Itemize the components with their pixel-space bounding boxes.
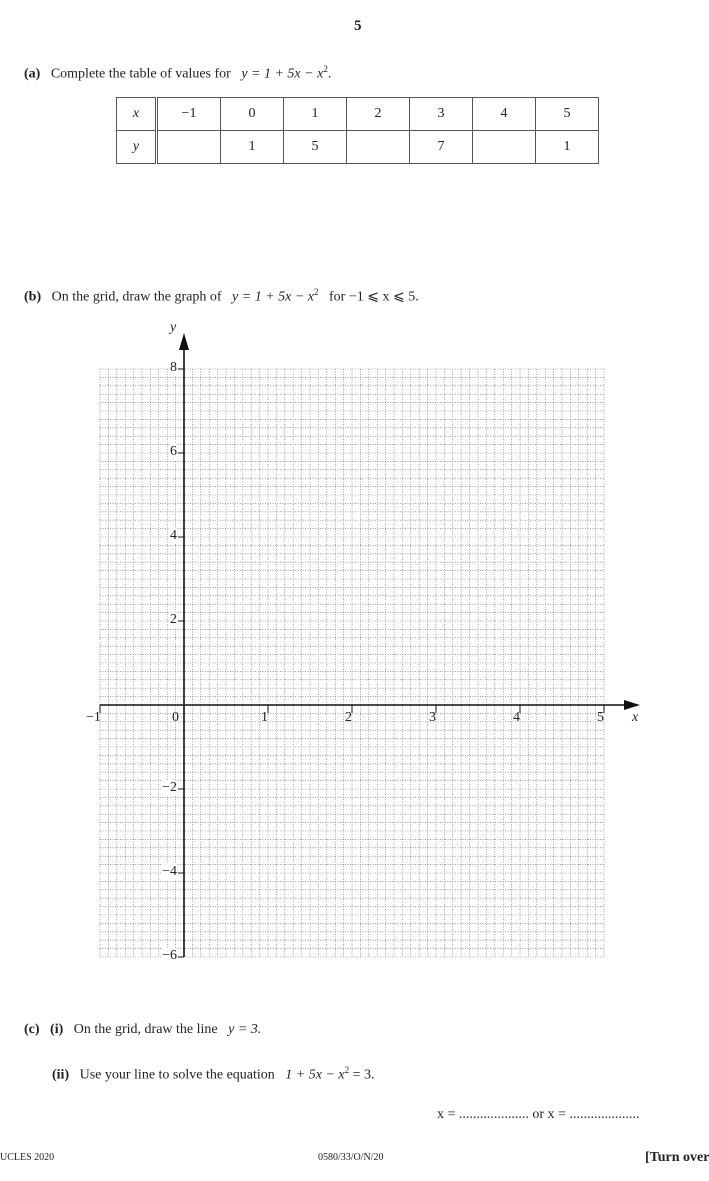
- y-header: y: [117, 131, 157, 164]
- part-a-end: .: [327, 66, 332, 82]
- part-b-equation: y = 1 + 5x − x: [232, 289, 315, 305]
- part-c-ii-text: Use your line to solve the equation: [79, 1067, 275, 1083]
- y-cell: 5: [284, 131, 347, 164]
- x-header: x: [117, 98, 157, 131]
- y-tick-label: 8: [170, 360, 177, 375]
- x-cell: 0: [221, 98, 284, 131]
- x-tick-label: 4: [513, 710, 520, 725]
- x-tick-label: −1: [86, 710, 101, 725]
- page-number: 5: [354, 18, 362, 34]
- part-c-i-text: On the grid, draw the line: [73, 1022, 218, 1037]
- part-a-exp: 2: [323, 64, 328, 74]
- y-axis-arrow-icon: [179, 333, 189, 350]
- y-tick-label: 4: [170, 528, 177, 543]
- x-cell: 1: [284, 98, 347, 131]
- part-c-ii-exp: 2: [344, 1065, 350, 1075]
- part-c-i: [24, 1022, 261, 1038]
- part-a-label: (a): [24, 66, 41, 82]
- y-axis-label: y: [170, 320, 177, 335]
- footer-code: 0580/33/O/N/20: [318, 1152, 384, 1163]
- part-b-text: On the grid, draw the graph of: [51, 289, 222, 305]
- part-c-i-eq: y = 3.: [228, 1022, 262, 1037]
- y-cell: 1: [221, 131, 284, 164]
- x-cell: 2: [347, 98, 410, 131]
- y-tick-label: −6: [162, 948, 177, 963]
- y-cell: 7: [410, 131, 473, 164]
- x-tick-label: 5: [597, 710, 604, 725]
- answer-line[interactable]: x = .................... or x = ....................: [437, 1107, 640, 1122]
- part-c-ii: [52, 1065, 375, 1084]
- x-cell: −1: [157, 98, 221, 131]
- part-b-exp: 2: [314, 287, 319, 297]
- y-tick-label: −2: [162, 780, 177, 795]
- footer-copyright: UCLES 2020: [0, 1152, 55, 1163]
- x-cell: 4: [473, 98, 536, 131]
- part-c-ii-eq: 1 + 5x − x: [285, 1067, 345, 1083]
- x-cell: 3: [410, 98, 473, 131]
- x-tick-label: 3: [429, 710, 436, 725]
- part-b-range: for −1 ⩽ x ⩽ 5.: [329, 289, 419, 305]
- part-a-text: Complete the table of values for: [50, 66, 231, 82]
- part-b-label: (b): [24, 289, 42, 305]
- x-tick-label: 2: [345, 710, 352, 725]
- part-c-ii-eq-end: = 3.: [349, 1067, 375, 1083]
- x-axis-arrow-icon: [624, 700, 640, 710]
- x-cell: 5: [536, 98, 599, 131]
- x-axis-label: x: [632, 710, 639, 725]
- part-c-ii-label: (ii): [52, 1067, 70, 1083]
- part-c-i-label: (i): [50, 1022, 64, 1037]
- part-a-equation: y = 1 + 5x − x: [241, 66, 324, 82]
- y-cell: 1: [536, 131, 599, 164]
- x-tick-label: 1: [261, 710, 268, 725]
- footer-turn-over: [Turn over: [645, 1150, 709, 1165]
- y-tick-label: −4: [162, 864, 177, 879]
- y-tick-label: 6: [170, 444, 177, 459]
- part-c-label: (c): [24, 1022, 40, 1037]
- y-tick-label: 2: [170, 612, 177, 627]
- x-tick-label: 0: [172, 710, 179, 725]
